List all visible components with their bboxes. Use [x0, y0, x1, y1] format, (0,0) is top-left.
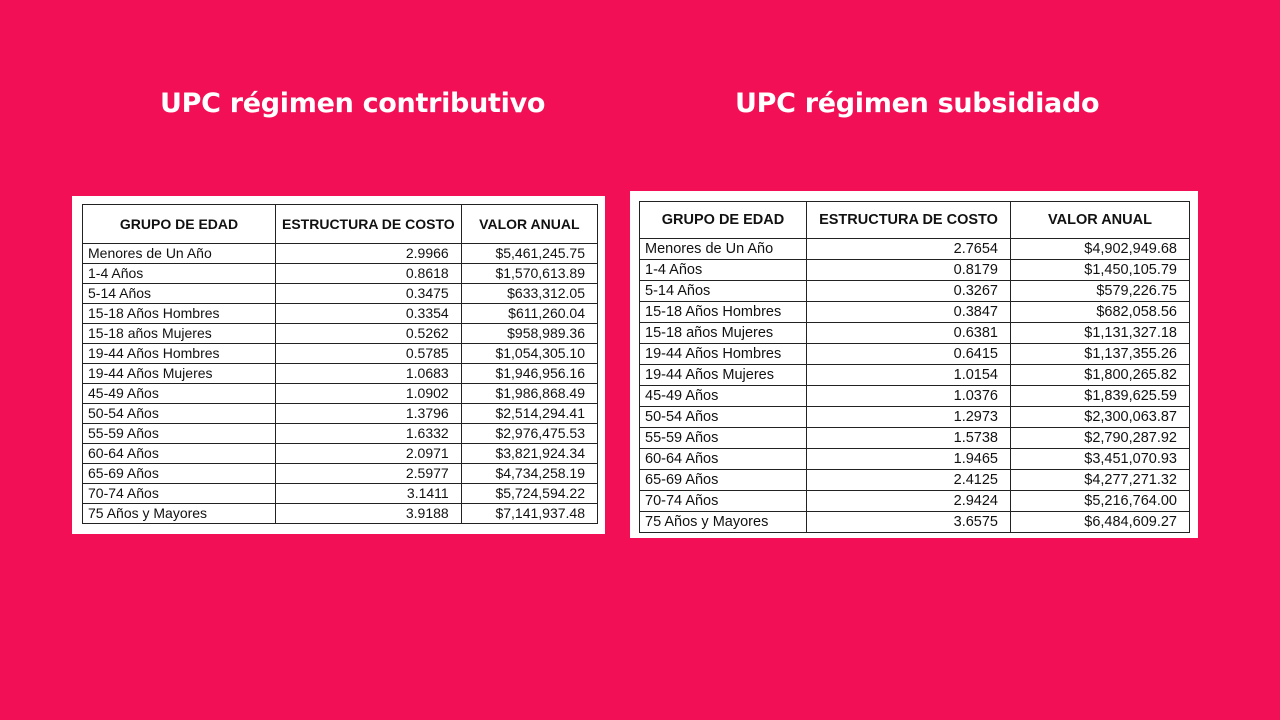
table-row: [640, 281, 1190, 302]
table-row: [640, 386, 1190, 407]
cell-estructura: 0.8179: [807, 260, 1011, 281]
cell-estructura: 1.0902: [276, 384, 462, 404]
table-row: [640, 260, 1190, 281]
cell-grupo: 19-44 Años Hombres: [640, 344, 807, 365]
cell-grupo: 55-59 Años: [640, 428, 807, 449]
cell-valor: $1,986,868.49: [461, 384, 597, 404]
cell-valor: $2,790,287.92: [1011, 428, 1190, 449]
cell-estructura: 0.3475: [276, 284, 462, 304]
heading-contributivo: UPC régimen contributivo: [160, 88, 546, 119]
cell-valor: $4,902,949.68: [1011, 239, 1190, 260]
cell-estructura: 1.3796: [276, 404, 462, 424]
cell-grupo: 15-18 Años Hombres: [640, 302, 807, 323]
cell-estructura: 1.0154: [807, 365, 1011, 386]
table-body-subsidiado: [640, 239, 1190, 533]
cell-valor: $3,451,070.93: [1011, 449, 1190, 470]
upc-table-subsidiado: [639, 201, 1190, 533]
table-row: [640, 239, 1190, 260]
table-panel-subsidiado: [630, 191, 1198, 538]
cell-grupo: 19-44 Años Hombres: [83, 344, 276, 364]
cell-estructura: 2.9424: [807, 491, 1011, 512]
column-header-grupo: GRUPO DE EDAD: [640, 202, 807, 239]
cell-grupo: 50-54 Años: [83, 404, 276, 424]
table-body-contributivo: [83, 244, 598, 524]
table-row: [83, 324, 598, 344]
cell-valor: $633,312.05: [461, 284, 597, 304]
cell-grupo: 19-44 Años Mujeres: [640, 365, 807, 386]
cell-valor: $1,054,305.10: [461, 344, 597, 364]
cell-grupo: 15-18 años Mujeres: [640, 323, 807, 344]
cell-valor: $5,216,764.00: [1011, 491, 1190, 512]
cell-valor: $3,821,924.34: [461, 444, 597, 464]
table-row: [640, 344, 1190, 365]
cell-valor: $7,141,937.48: [461, 504, 597, 524]
column-header-estructura: ESTRUCTURA DE COSTO: [807, 202, 1011, 239]
table-row: [640, 512, 1190, 533]
table-row: [83, 424, 598, 444]
cell-grupo: 65-69 Años: [83, 464, 276, 484]
table-row: [640, 449, 1190, 470]
table-row: [83, 304, 598, 324]
table-row: [83, 364, 598, 384]
cell-valor: $2,514,294.41: [461, 404, 597, 424]
cell-valor: $1,946,956.16: [461, 364, 597, 384]
cell-grupo: 15-18 Años Hombres: [83, 304, 276, 324]
cell-grupo: 15-18 años Mujeres: [83, 324, 276, 344]
cell-grupo: 65-69 Años: [640, 470, 807, 491]
cell-estructura: 1.5738: [807, 428, 1011, 449]
cell-grupo: 5-14 Años: [83, 284, 276, 304]
cell-grupo: 70-74 Años: [83, 484, 276, 504]
cell-valor: $4,734,258.19: [461, 464, 597, 484]
cell-valor: $5,724,594.22: [461, 484, 597, 504]
cell-estructura: 2.7654: [807, 239, 1011, 260]
cell-grupo: 60-64 Años: [83, 444, 276, 464]
cell-estructura: 1.6332: [276, 424, 462, 444]
cell-estructura: 0.8618: [276, 264, 462, 284]
cell-valor: $958,989.36: [461, 324, 597, 344]
table-row: [83, 464, 598, 484]
cell-estructura: 3.1411: [276, 484, 462, 504]
table-header-row: [83, 205, 598, 244]
column-header-grupo: GRUPO DE EDAD: [83, 205, 276, 244]
cell-grupo: Menores de Un Año: [640, 239, 807, 260]
cell-estructura: 2.4125: [807, 470, 1011, 491]
cell-valor: $611,260.04: [461, 304, 597, 324]
cell-estructura: 1.9465: [807, 449, 1011, 470]
cell-valor: $6,484,609.27: [1011, 512, 1190, 533]
cell-valor: $1,450,105.79: [1011, 260, 1190, 281]
cell-estructura: 0.3267: [807, 281, 1011, 302]
cell-grupo: Menores de Un Año: [83, 244, 276, 264]
table-row: [640, 407, 1190, 428]
table-row: [83, 284, 598, 304]
table-row: [83, 344, 598, 364]
cell-grupo: 75 Años y Mayores: [640, 512, 807, 533]
cell-grupo: 75 Años y Mayores: [83, 504, 276, 524]
cell-valor: $1,800,265.82: [1011, 365, 1190, 386]
cell-estructura: 0.3847: [807, 302, 1011, 323]
cell-grupo: 45-49 Años: [83, 384, 276, 404]
table-row: [640, 470, 1190, 491]
cell-grupo: 70-74 Años: [640, 491, 807, 512]
cell-estructura: 2.9966: [276, 244, 462, 264]
cell-estructura: 3.6575: [807, 512, 1011, 533]
cell-valor: $2,300,063.87: [1011, 407, 1190, 428]
cell-grupo: 60-64 Años: [640, 449, 807, 470]
cell-valor: $1,131,327.18: [1011, 323, 1190, 344]
cell-estructura: 2.5977: [276, 464, 462, 484]
table-row: [83, 484, 598, 504]
cell-valor: $5,461,245.75: [461, 244, 597, 264]
cell-valor: $682,058.56: [1011, 302, 1190, 323]
cell-valor: $4,277,271.32: [1011, 470, 1190, 491]
cell-estructura: 0.3354: [276, 304, 462, 324]
cell-valor: $1,839,625.59: [1011, 386, 1190, 407]
table-row: [83, 504, 598, 524]
table-header-row: [640, 202, 1190, 239]
table-row: [640, 323, 1190, 344]
cell-estructura: 0.5262: [276, 324, 462, 344]
column-header-valor: VALOR ANUAL: [1011, 202, 1190, 239]
cell-estructura: 1.0683: [276, 364, 462, 384]
table-row: [640, 491, 1190, 512]
table-row: [640, 428, 1190, 449]
cell-grupo: 45-49 Años: [640, 386, 807, 407]
table-row: [83, 404, 598, 424]
cell-estructura: 0.6381: [807, 323, 1011, 344]
table-row: [83, 444, 598, 464]
heading-subsidiado: UPC régimen subsidiado: [735, 88, 1100, 119]
cell-estructura: 0.5785: [276, 344, 462, 364]
cell-grupo: 19-44 Años Mujeres: [83, 364, 276, 384]
upc-table-contributivo: [82, 204, 598, 524]
cell-estructura: 3.9188: [276, 504, 462, 524]
cell-estructura: 1.0376: [807, 386, 1011, 407]
cell-valor: $1,137,355.26: [1011, 344, 1190, 365]
cell-estructura: 1.2973: [807, 407, 1011, 428]
cell-grupo: 1-4 Años: [83, 264, 276, 284]
cell-grupo: 5-14 Años: [640, 281, 807, 302]
table-row: [83, 384, 598, 404]
column-header-valor: VALOR ANUAL: [461, 205, 597, 244]
cell-estructura: 0.6415: [807, 344, 1011, 365]
table-row: [83, 244, 598, 264]
cell-valor: $1,570,613.89: [461, 264, 597, 284]
column-header-estructura: ESTRUCTURA DE COSTO: [276, 205, 462, 244]
table-row: [640, 302, 1190, 323]
cell-valor: $579,226.75: [1011, 281, 1190, 302]
table-row: [640, 365, 1190, 386]
cell-grupo: 50-54 Años: [640, 407, 807, 428]
table-row: [83, 264, 598, 284]
cell-grupo: 55-59 Años: [83, 424, 276, 444]
cell-grupo: 1-4 Años: [640, 260, 807, 281]
table-panel-contributivo: [72, 196, 605, 534]
cell-estructura: 2.0971: [276, 444, 462, 464]
cell-valor: $2,976,475.53: [461, 424, 597, 444]
